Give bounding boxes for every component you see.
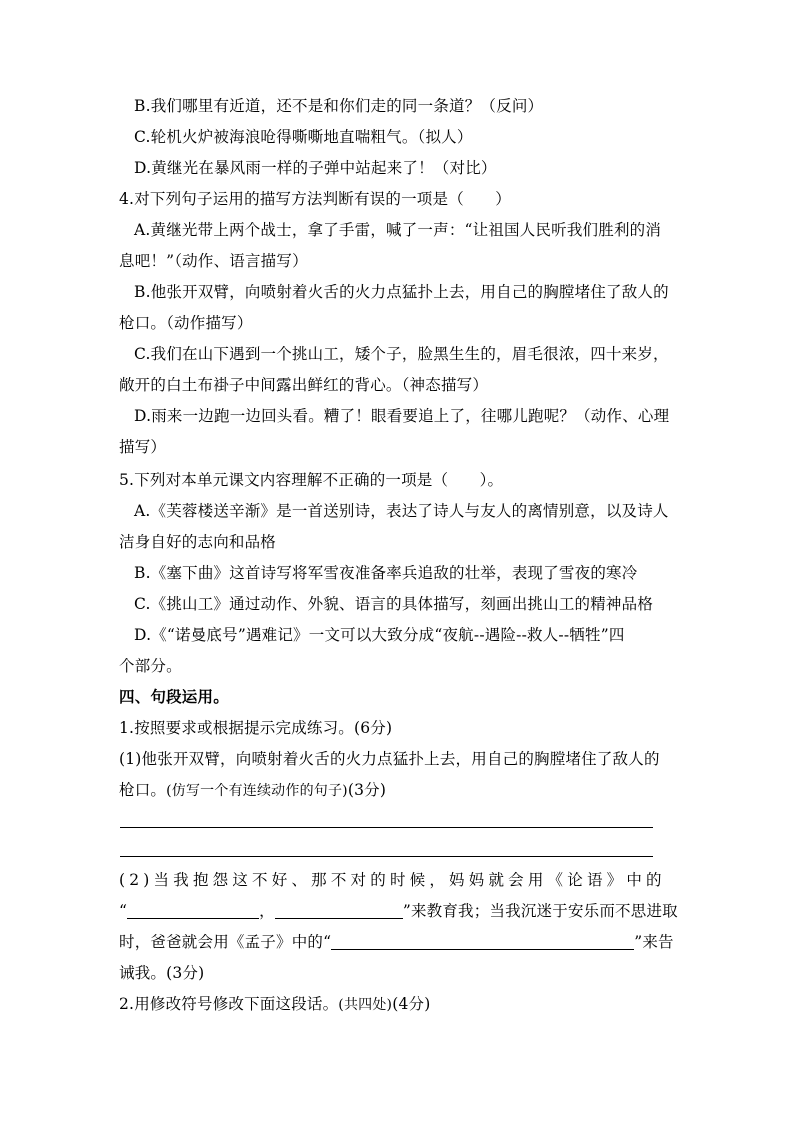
s4-q1-2-line3-head: 时，爸爸就会用《孟子》中的“ bbox=[119, 933, 332, 951]
q5-option-b: B.《塞下曲》这首诗写将军雪夜准备率兵追敌的壮举，表现了雪夜的寒冷 bbox=[134, 564, 638, 582]
s4-q2-stem-text: 2.用修改符号修改下面这段话。 bbox=[119, 995, 339, 1013]
s4-q1-1-text: (1)他张开双臂，向喷射着火舌的火力点猛扑上去，用自己的胸膛堵住了敌人的 bbox=[119, 750, 660, 768]
s4-q1-1-tail: 枪口。 bbox=[119, 781, 167, 799]
q4-option-c-cont: 敞开的白土布褂子中间露出鲜红的背心。（神态描写） bbox=[119, 376, 489, 394]
s4-q1-2-blanks bbox=[119, 900, 678, 922]
blank-2[interactable] bbox=[275, 902, 403, 919]
s4-q1-2-text: (2)当我抱怨这不好、那不对的时候，妈妈就会用《论语》中的 bbox=[119, 871, 666, 889]
s4-q1-1-requirement: (仿写一个有连续动作的句子) bbox=[166, 783, 348, 799]
q3-option-b: B.我们哪里有近道，还不是和你们走的同一条道？（反问） bbox=[134, 97, 544, 115]
s4-q1-2-line4: 诫我。(3分) bbox=[119, 964, 205, 982]
q4-option-a: A.黄继光带上两个战士，拿了手雷，喊了一声：“让祖国人民听我们胜利的消 bbox=[134, 221, 662, 239]
q4-stem: 4.对下列句子运用的描写方法判断有误的一项是（ ） bbox=[119, 190, 511, 208]
s4-q1-1-points: (3分) bbox=[347, 781, 387, 799]
answer-line-1[interactable] bbox=[120, 827, 653, 828]
blank-3[interactable] bbox=[331, 933, 634, 950]
q5-option-d: D.《“诺曼底号”遇难记》一文可以大致分成“夜航--遇险--救人--牺牲”四 bbox=[134, 626, 625, 644]
q4-option-d: D.雨来一边跑一边回头看。糟了！眼看要追上了，往哪儿跑呢？（动作、心理 bbox=[134, 407, 670, 425]
s4-q1-2-line3 bbox=[119, 931, 675, 953]
s4-q2-stem-points: (4分) bbox=[392, 995, 431, 1013]
q5-option-d-cont: 个部分。 bbox=[119, 657, 182, 675]
q5-option-a: A.《芙蓉楼送辛渐》是一首送别诗，表达了诗人与友人的离情别意，以及诗人 bbox=[134, 502, 669, 520]
s4-q2-stem-count: (共四处) bbox=[338, 997, 393, 1013]
q4-option-d-cont: 描写） bbox=[119, 438, 167, 456]
s4-q1-2-line3-tail: ”来告 bbox=[634, 933, 674, 951]
comma: ， bbox=[259, 902, 275, 920]
q5-option-c: C.《挑山工》通过动作、外貌、语言的具体描写，刻画出挑山工的精神品格 bbox=[134, 595, 654, 613]
q5-stem: 5.下列对本单元课文内容理解不正确的一项是（ ）。 bbox=[119, 471, 504, 489]
answer-line-2[interactable] bbox=[120, 856, 653, 857]
q3-option-c: C.轮机火炉被海浪呛得嘶嘶地直喘粗气。（拟人） bbox=[134, 128, 473, 146]
q3-option-d: D.黄继光在暴风雨一样的子弹中站起来了！（对比） bbox=[134, 159, 497, 177]
s4-q1-stem: 1.按照要求或根据提示完成练习。(6分) bbox=[119, 719, 393, 737]
section-heading: 四、句段运用。 bbox=[119, 687, 229, 706]
q4-option-a-cont: 息吧！”（动作、语言描写） bbox=[119, 252, 308, 270]
blank-1[interactable] bbox=[127, 902, 259, 919]
q4-option-b-cont: 枪口。（动作描写） bbox=[119, 314, 253, 332]
open-quote: “ bbox=[119, 902, 128, 920]
q5-option-a-cont: 洁身自好的志向和品格 bbox=[119, 533, 277, 551]
s4-q1-1-text-cont bbox=[119, 779, 675, 802]
s4-q1-2-after: ”来教育我；当我沉迷于安乐而不思进取 bbox=[402, 902, 678, 920]
q4-option-c: C.我们在山下遇到一个挑山工，矮个子，脸黑生生的，眉毛很浓，四十来岁， bbox=[134, 345, 669, 363]
s4-q2-stem bbox=[119, 993, 675, 1016]
q4-option-b: B.他张开双臂，向喷射着火舌的火力点猛扑上去，用自己的胸膛堵住了敌人的 bbox=[134, 283, 669, 301]
